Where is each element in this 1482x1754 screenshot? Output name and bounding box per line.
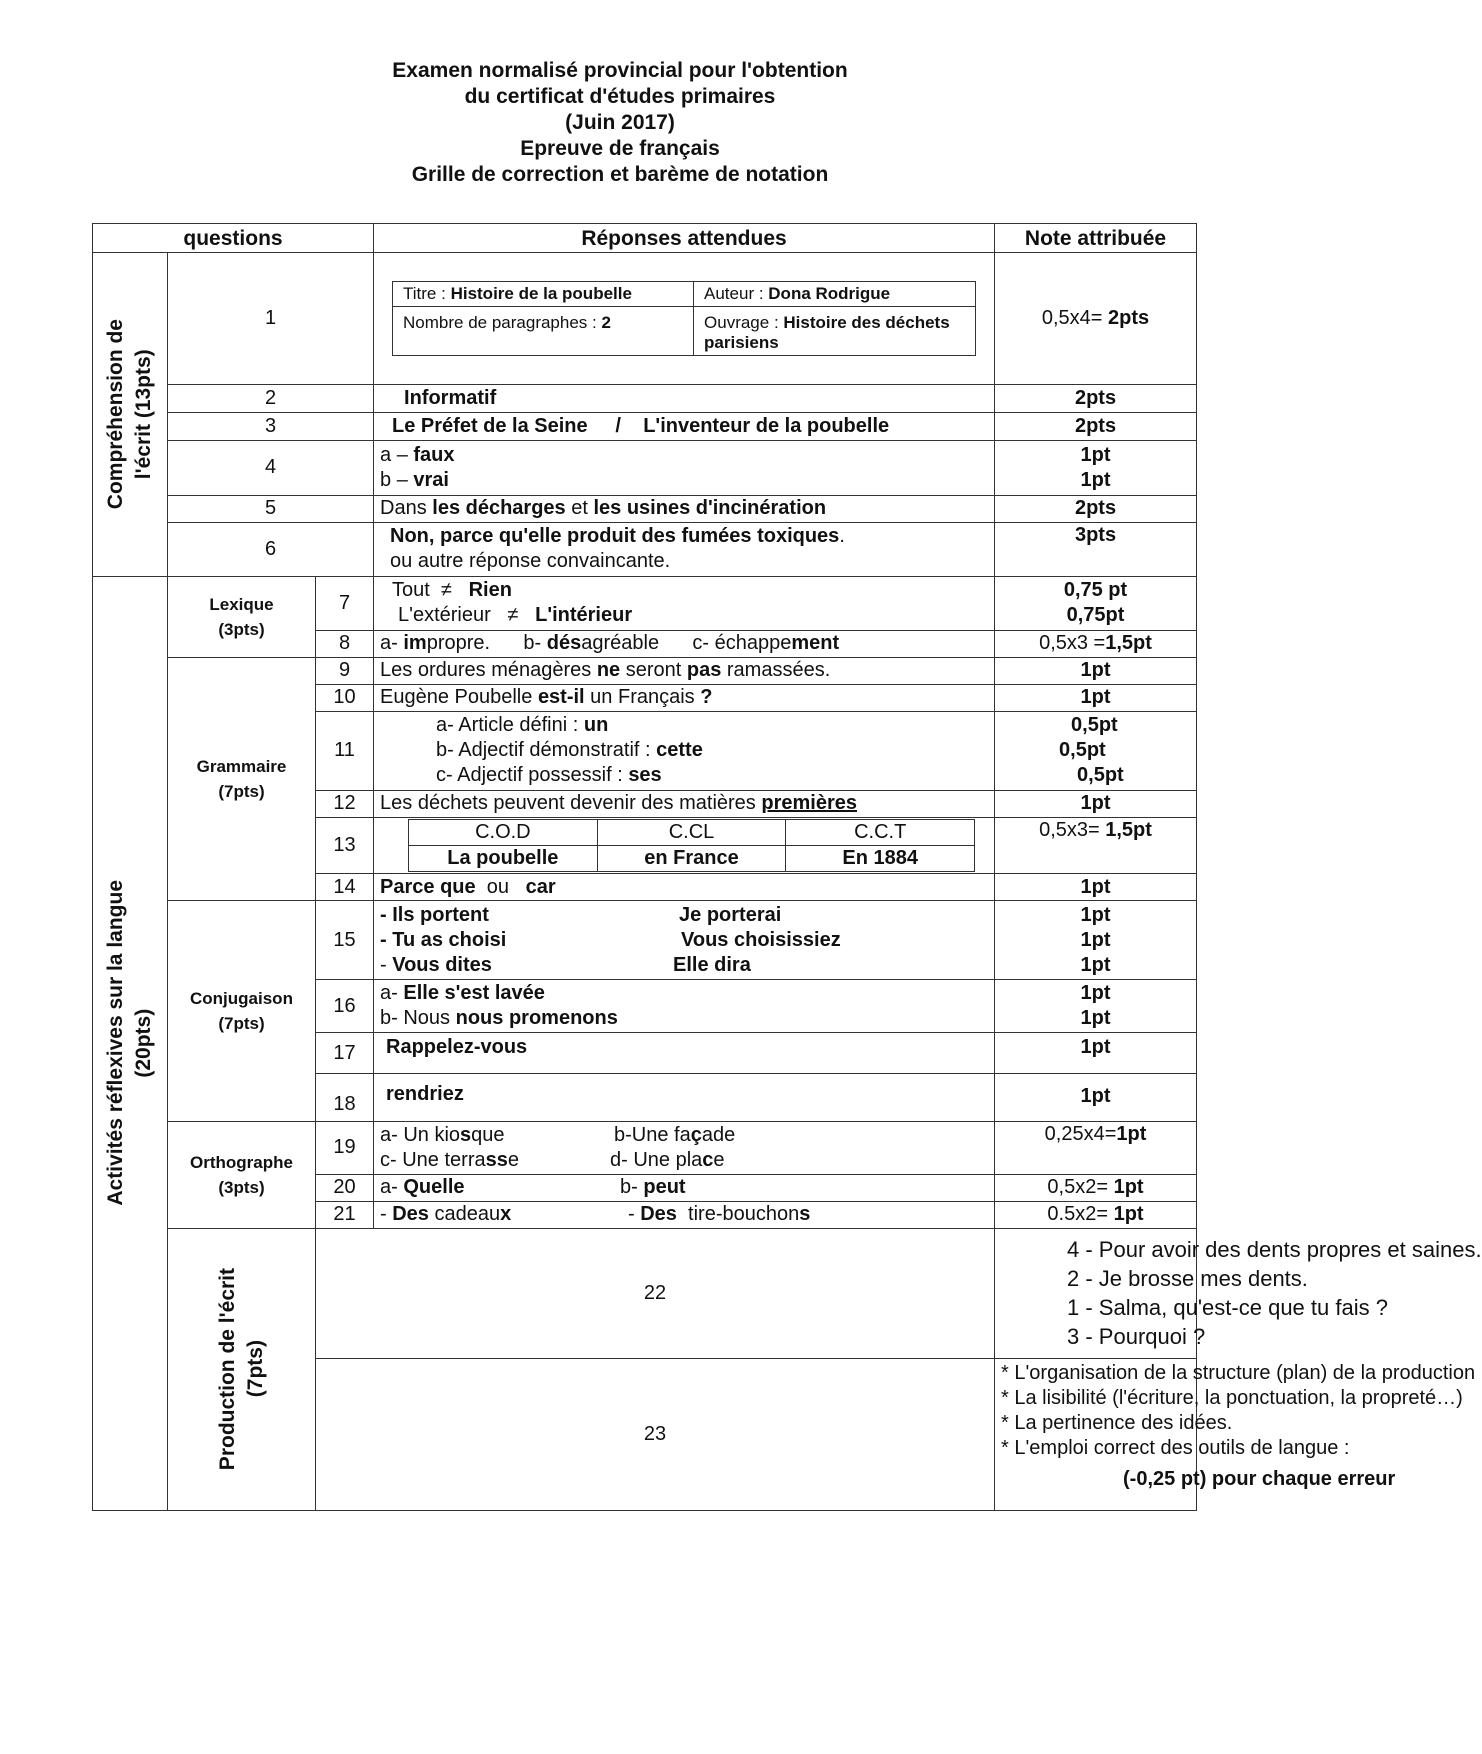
score-cell: 1pt [995,657,1197,684]
cod-header: C.O.D [409,820,598,846]
score-cell: 2pts [995,413,1197,441]
cct-value: En 1884 [786,846,975,872]
titre-cell: Titre : Histoire de la poubelle [393,282,694,307]
question-number: 20 [316,1174,374,1201]
table-row [93,413,1197,441]
answer-cell: - Des cadeaux - Des tire-bouchons [374,1201,995,1228]
subsection-lexique: Lexique (3pts) [168,576,316,657]
question-number: 13 [316,817,374,873]
table-header-row [93,224,1197,253]
table-row [93,576,1197,630]
score-cell: 1pt 1pt [995,980,1197,1033]
section-activites: Activités réflexives sur la langue (20pts) [93,576,168,1510]
auteur-cell: Auteur : Dona Rodrigue [694,282,976,307]
answer-cell: a- Un kiosque b-Une façade c- Une terrasse d- Une place [374,1121,995,1174]
header-line-2: du certificat d'études primaires [464,85,776,108]
question-number: 11 [316,711,374,790]
document-header [0,58,1240,188]
score-cell: 2pts [995,495,1197,522]
table-row [93,253,1197,385]
section-production: Production de l'écrit (7pts) [168,1228,316,1510]
question-number: 5 [168,495,374,522]
score-cell: 0,5x3 =1,5pt [995,630,1197,657]
answer-cell: Dans les décharges et les usines d'incinération [374,495,995,522]
answer-cell: - Ils portent Je porterai - Tu as choisi Vous choisissiez - Vous dites Elle dira [374,901,995,980]
answer-cell: 4 - Pour avoir des dents propres et saines. 2 - Je brosse mes dents. 1 - Salma, qu'est-ce que tu fais ? 3 - Pourquoi ? [995,1228,1197,1358]
score-cell: 1pt [995,874,1197,901]
paragraphes-cell: Nombre de paragraphes : 2 [393,307,694,356]
score-cell: 0.5x2= 1pt [995,1201,1197,1228]
question-number: 2 [168,385,374,413]
cod-value: La poubelle [409,846,598,872]
score-cell: 1pt [995,1073,1197,1121]
question-number: 18 [316,1073,374,1121]
answer-cell: Non, parce qu'elle produit des fumées toxiques. ou autre réponse convaincante. [374,522,995,576]
table-row [93,901,1197,980]
table-row [93,441,1197,495]
question-number: 3 [168,413,374,441]
header-line-3: (Juin 2017) [565,111,675,134]
score-cell: 0,75 pt 0,75pt [995,576,1197,630]
complement-table [408,819,975,872]
question-number: 8 [316,630,374,657]
question-number: 12 [316,790,374,817]
header-line-5: Grille de correction et barème de notation [411,163,829,186]
score-cell: 1pt [995,1033,1197,1074]
score-cell: 1pt [995,790,1197,817]
table-row [93,1228,1197,1358]
question-number: 21 [316,1201,374,1228]
answer-cell [374,253,995,385]
answer-cell: Eugène Poubelle est-il un Français ? [374,684,995,711]
question-number: 1 [168,253,374,385]
ccl-header: C.CL [597,820,786,846]
column-score: Note attribuée [995,224,1197,253]
score-cell: 0,5pt 0,5pt 0,5pt [995,711,1197,790]
table-row [93,1121,1197,1174]
answer-cell: Rappelez-vous [374,1033,995,1074]
ouvrage-cell: Ouvrage : Histoire des déchets parisiens [694,307,976,356]
score-cell: 2pts [995,385,1197,413]
score-cell: 1pt [995,684,1197,711]
column-answers: Réponses attendues [374,224,995,253]
header-line-4: Epreuve de français [520,137,720,160]
ccl-value: en France [597,846,786,872]
table-row [93,657,1197,684]
question-number: 22 [316,1228,995,1358]
cct-header: C.C.T [786,820,975,846]
section-comprehension: Compréhension de l'écrit (13pts) [93,253,168,577]
question-number: 9 [316,657,374,684]
score-cell: 3pts [995,522,1197,576]
answer-cell: Les déchets peuvent devenir des matières premières [374,790,995,817]
column-questions: questions [93,224,374,253]
answer-cell: a- Article défini : un b- Adjectif démonstratif : cette c- Adjectif possessif : ses [374,711,995,790]
score-cell: 0,5x3= 1,5pt [995,817,1197,873]
header-line-1: Examen normalisé provincial pour l'obtention [392,59,848,82]
question-number: 14 [316,874,374,901]
answer-cell: a- Elle s'est lavée b- Nous nous promenons [374,980,995,1033]
question-number: 6 [168,522,374,576]
question-number: 4 [168,441,374,495]
answer-cell: Parce que ou car [374,874,995,901]
answer-cell: * L'organisation de la structure (plan) de la production * La lisibilité (l'écriture, la ponctuation, la propreté…) * La pertinence des idées. * L'emploi correct des outils de langue : (-0,25 pt) pour chaque erreur [995,1358,1197,1510]
score-cell: 1pt 1pt 1pt [995,901,1197,980]
correction-grid [92,223,1482,1511]
question-number: 15 [316,901,374,980]
subsection-orthographe: Orthographe (3pts) [168,1121,316,1228]
subsection-grammaire: Grammaire (7pts) [168,657,316,900]
answer-cell [374,817,995,873]
question-number: 17 [316,1033,374,1074]
question-number: 19 [316,1121,374,1174]
question-number: 23 [316,1358,995,1510]
score-cell: 0,5x4= 2pts [995,253,1197,385]
answer-cell: Informatif [374,385,995,413]
table-row [93,522,1197,576]
question-number: 10 [316,684,374,711]
answer-cell: a- Quelle b- peut [374,1174,995,1201]
question-number: 7 [316,576,374,630]
subsection-conjugaison: Conjugaison (7pts) [168,901,316,1122]
answer-cell: Les ordures ménagères ne seront pas ramassées. [374,657,995,684]
answer-cell: rendriez [374,1073,995,1121]
answer-cell: Tout ≠ Rien L'extérieur ≠ L'intérieur [374,576,995,630]
book-info-table [392,281,976,356]
answer-cell: a- impropre. b- désagréable c- échappement [374,630,995,657]
score-cell: 1pt 1pt [995,441,1197,495]
score-cell: 0,25x4=1pt [995,1121,1197,1174]
answer-cell: a – faux b – vrai [374,441,995,495]
table-row [93,495,1197,522]
score-cell: 0,5x2= 1pt [995,1174,1197,1201]
table-row [93,385,1197,413]
answer-cell: Le Préfet de la Seine / L'inventeur de la poubelle [374,413,995,441]
question-number: 16 [316,980,374,1033]
